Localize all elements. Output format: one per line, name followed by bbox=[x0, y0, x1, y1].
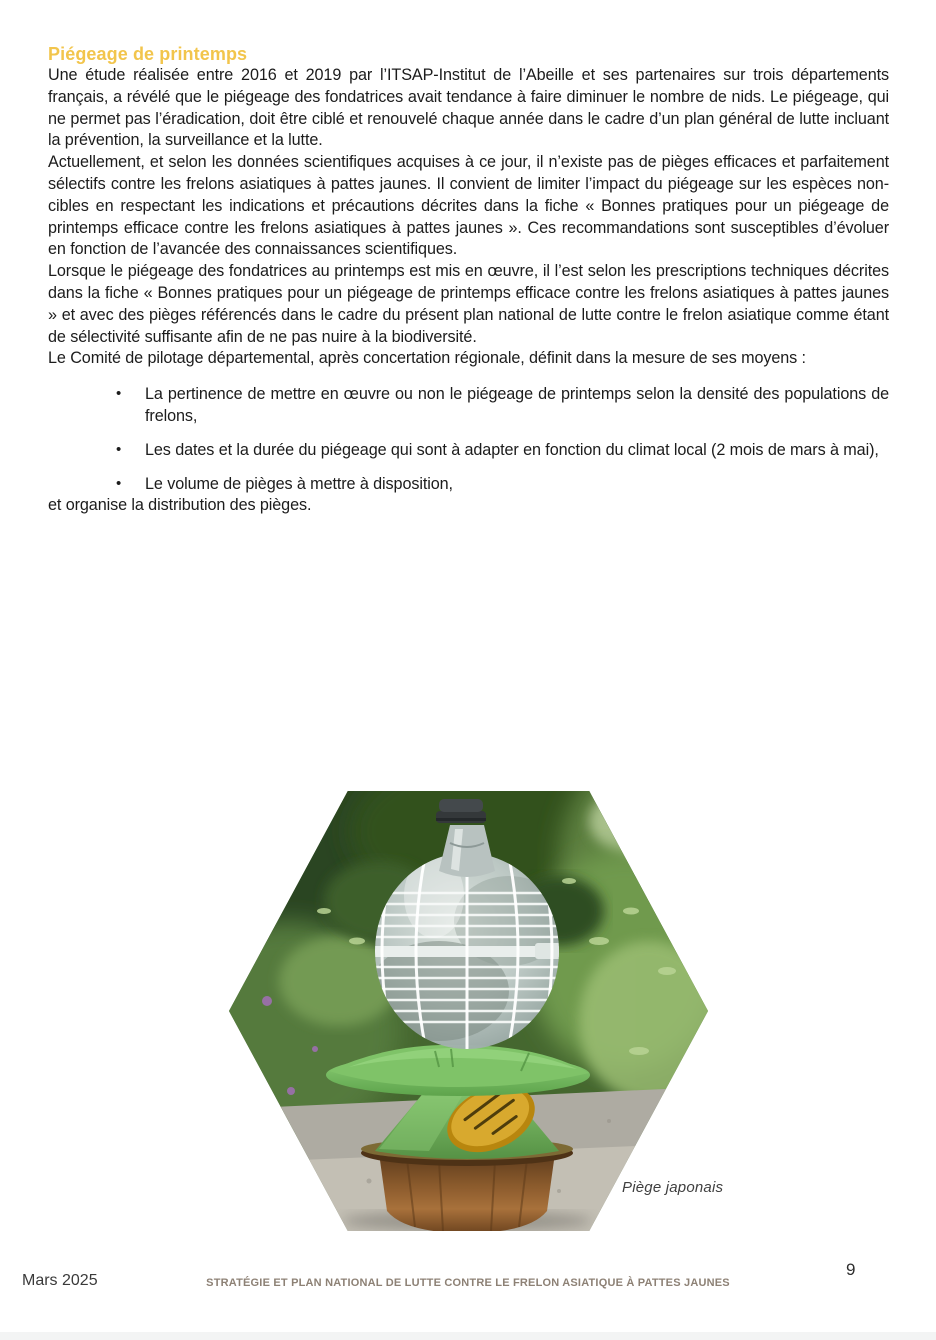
paragraph-committee-intro: Le Comité de pilotage départemental, après concertation régionale, définit dans la mesure de ses moyens : bbox=[48, 349, 806, 368]
list-item bbox=[48, 384, 889, 428]
bottom-strip bbox=[0, 1332, 936, 1340]
page-heading: Piégeage de printemps bbox=[48, 44, 248, 64]
bullet-icon: • bbox=[116, 474, 122, 492]
bullet-text: La pertinence de mettre en œuvre ou non le piégeage de printemps selon la densité des populations de frelons, bbox=[145, 385, 889, 425]
trap-photo-illustration bbox=[229, 791, 708, 1231]
bullet-list bbox=[48, 384, 889, 495]
paragraph-prescriptions: Lorsque le piégeage des fondatrices au printemps est mis en œuvre, il l’est selon les prescriptions techniques décrites dans la fiche « Bonnes pratiques pour un piégeage de printemps efficace contre les frelons asiatiques à pattes jaunes » et avec des pièges référencés dans le cadre du présent plan national de lutte contre le frelon asiatique comme étant de sélectivité suffisante afin de ne pas nuire à la biodiversité. bbox=[48, 262, 889, 346]
bullet-text: Les dates et la durée du piégeage qui sont à adapter en fonction du climat local (2 mois de mars à mai), bbox=[145, 440, 879, 459]
paragraph-current-knowledge: Actuellement, et selon les données scientifiques acquises à ce jour, il n’existe pas de pièges efficaces et parfaitement sélectifs contre les frelons asiatiques à pattes jaunes. Il convient de limiter l’impact du piégeage sur les espèces non-cibles en respectant les indications et précautions décrites dans la fiche « Bonnes pratiques pour un piégeage de printemps efficace contre les frelons asiatiques à pattes jaunes ». Ces recommandations sont susceptibles d’évoluer en fonction de l’avancée des connaissances scientifiques. bbox=[48, 153, 889, 259]
paragraph-closing: et organise la distribution des pièges. bbox=[48, 496, 312, 515]
footer-date: Mars 2025 bbox=[22, 1272, 98, 1289]
text-column bbox=[48, 44, 889, 517]
page-number: 9 bbox=[846, 1260, 856, 1279]
bullet-icon: • bbox=[116, 440, 122, 458]
footer-running-title: STRATÉGIE ET PLAN NATIONAL DE LUTTE CONTRE LE FRELON ASIATIQUE À PATTES JAUNES bbox=[206, 1277, 730, 1289]
bullet-icon: • bbox=[116, 385, 122, 403]
figure-caption: Piège japonais bbox=[622, 1179, 724, 1196]
list-item bbox=[48, 474, 889, 496]
bullet-text: Le volume de pièges à mettre à disposition, bbox=[145, 474, 453, 493]
hexagon-photo-japanese-trap bbox=[229, 791, 708, 1231]
list-item bbox=[48, 440, 889, 462]
paragraph-study: Une étude réalisée entre 2016 et 2019 par l’ITSAP-Institut de l’Abeille et ses partenaires sur trois départements français, a révélé que le piégeage des fondatrices avait tendance à faire diminuer le nombre de nids. Le piégeage, qui ne permet pas l’éradication, doit être ciblé et renouvelé chaque année dans le cadre d’un plan général de lutte incluant la prévention, la surveillance et la lutte. bbox=[48, 66, 889, 150]
